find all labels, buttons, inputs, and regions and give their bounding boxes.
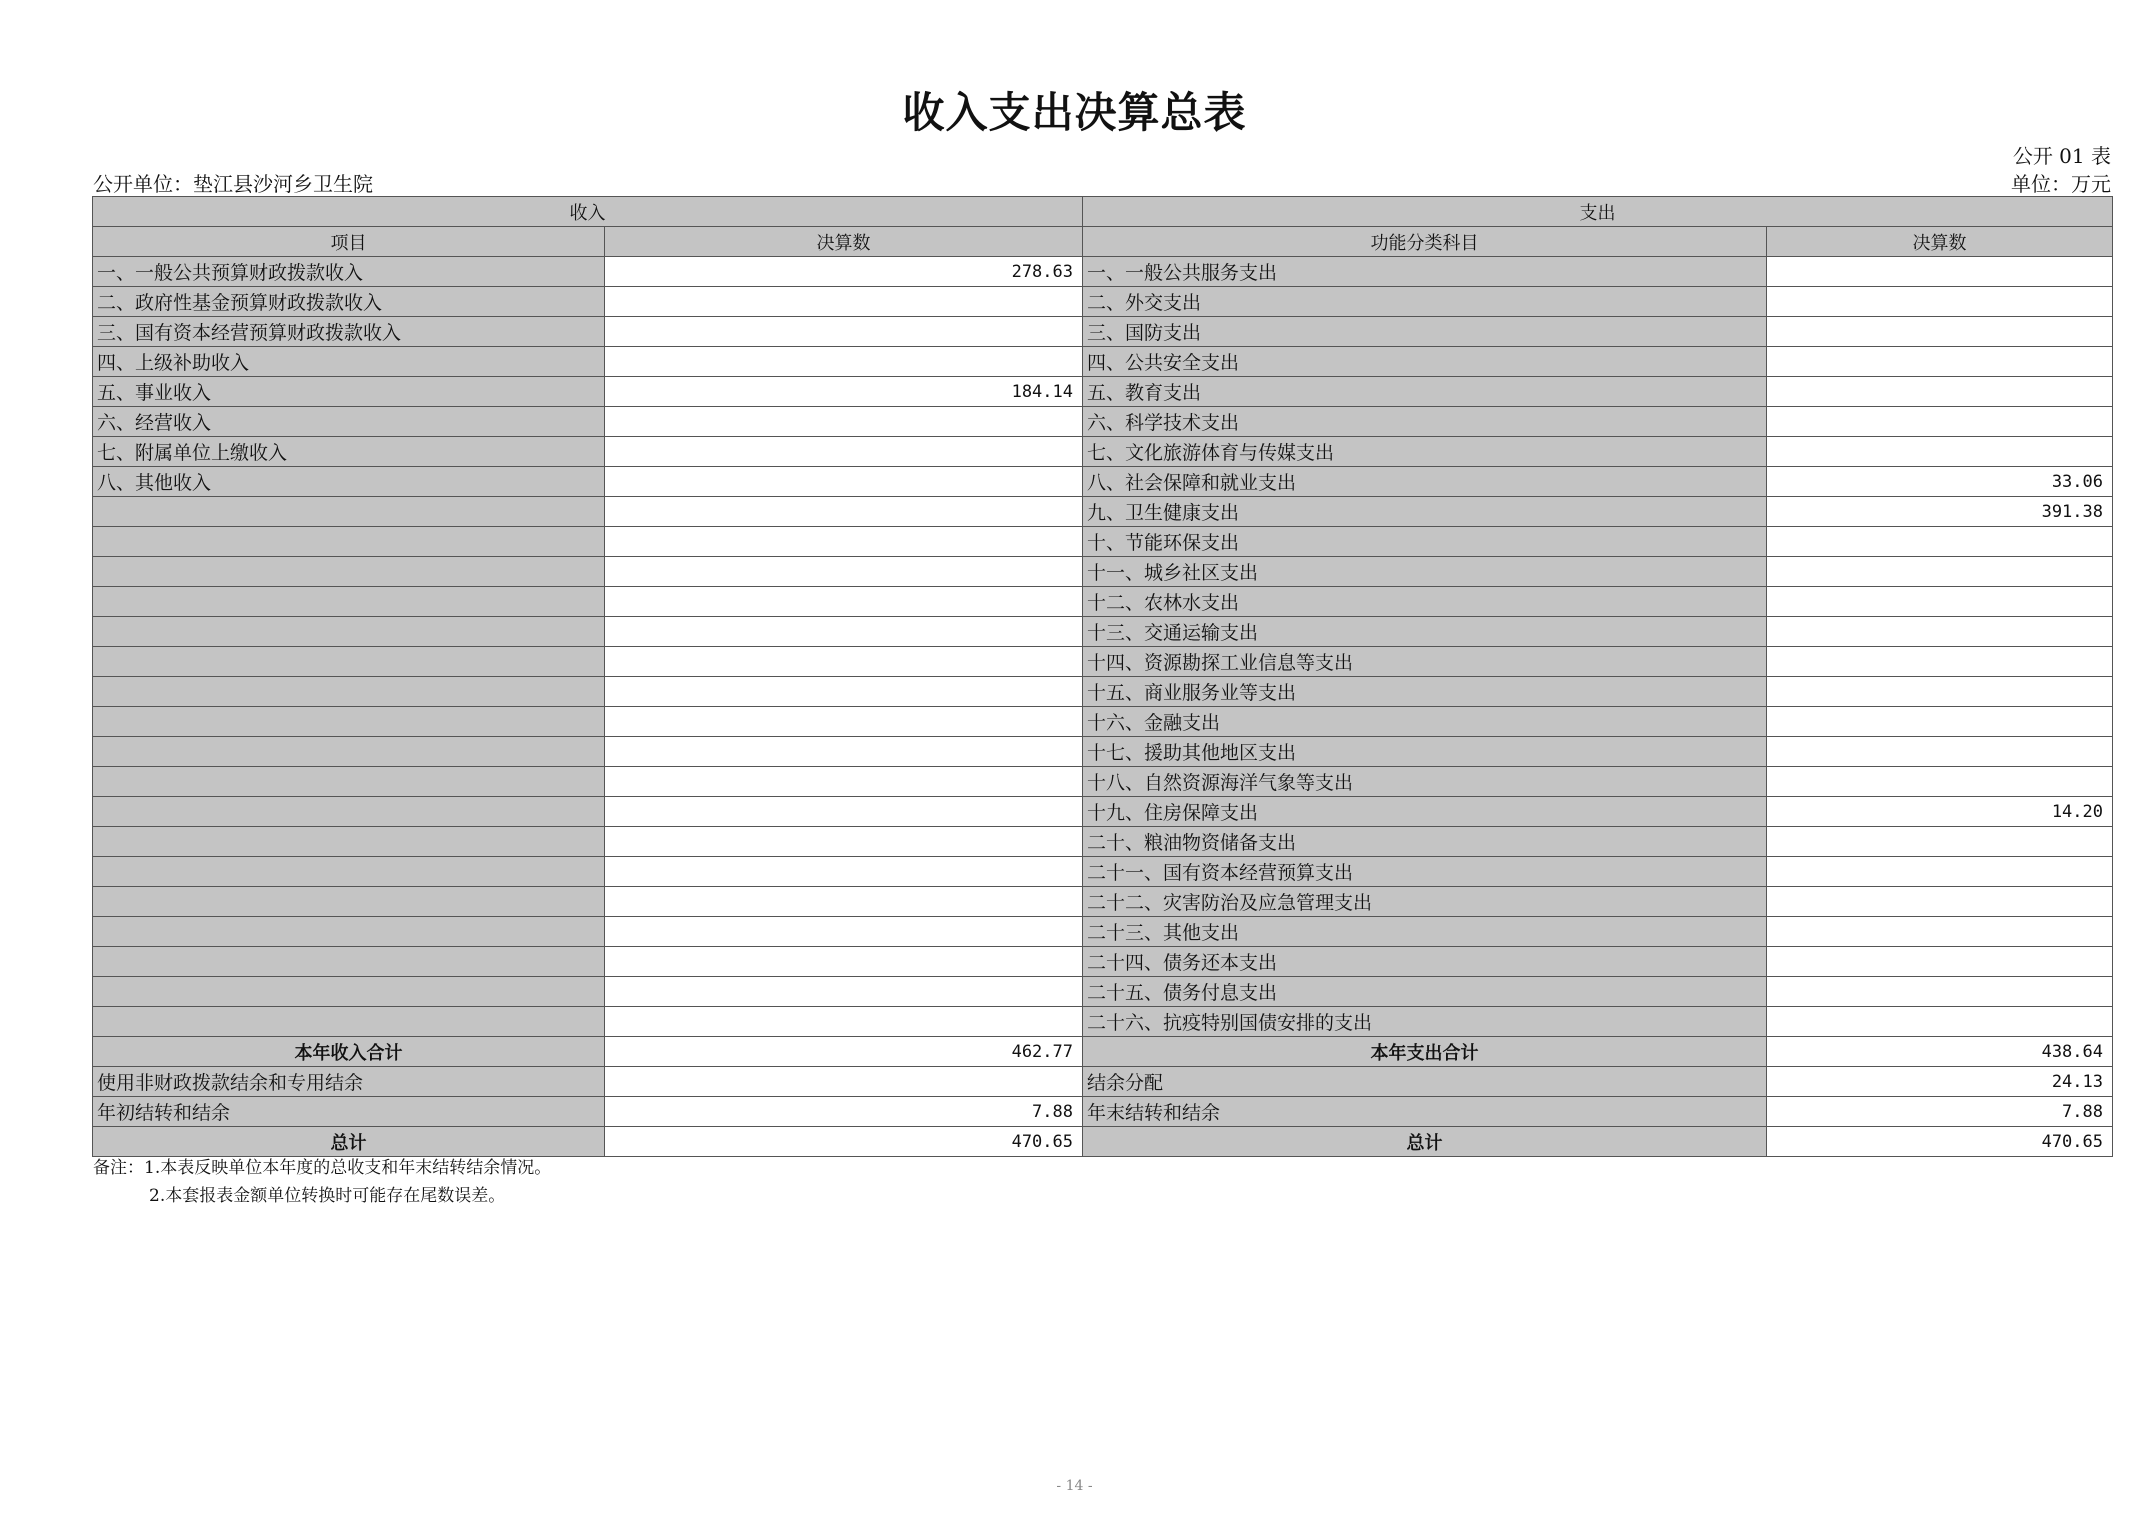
- table-row: [93, 737, 2113, 767]
- income-amount-cell: [605, 317, 1083, 347]
- income-amount-cell: [605, 347, 1083, 377]
- note-2: 2.本套报表金额单位转换时可能存在尾数误差。: [149, 1186, 506, 1206]
- expense-item-cell: 九、卫生健康支出: [1083, 497, 1767, 527]
- income-item-cell: 八、其他收入: [93, 467, 605, 497]
- expense-item-cell: 二十三、其他支出: [1083, 917, 1767, 947]
- table-row: [93, 287, 2113, 317]
- expense-amount-cell: [1767, 527, 2113, 557]
- year-income-total-label: 本年收入合计: [93, 1037, 605, 1067]
- income-amount-cell: [605, 617, 1083, 647]
- expense-amount-cell: [1767, 887, 2113, 917]
- income-amount-cell: [605, 857, 1083, 887]
- income-item-cell: [93, 737, 605, 767]
- table-row: [93, 587, 2113, 617]
- table-row: [93, 467, 2113, 497]
- balance-row: [93, 1097, 2113, 1127]
- table-row: [93, 317, 2113, 347]
- grand-total-right-value: 470.65: [1767, 1127, 2113, 1157]
- table-row: [93, 827, 2113, 857]
- table-row: [93, 617, 2113, 647]
- expense-item-cell: 十五、商业服务业等支出: [1083, 677, 1767, 707]
- table-row: [93, 707, 2113, 737]
- table-row: [93, 347, 2113, 377]
- currency-unit: 单位：万元: [2011, 172, 2111, 196]
- grand-total-left-label: 总计: [93, 1127, 605, 1157]
- form-number: 公开 01 表: [2012, 144, 2111, 168]
- income-item-cell: 六、经营收入: [93, 407, 605, 437]
- income-item-cell: [93, 1007, 605, 1037]
- reporting-unit: 公开单位：垫江县沙河乡卫生院: [93, 172, 373, 196]
- expense-amount-cell: [1767, 287, 2113, 317]
- expense-amount-cell: 33.06: [1767, 467, 2113, 497]
- income-amount-cell: [605, 767, 1083, 797]
- expense-item-cell: 二十六、抗疫特别国债安排的支出: [1083, 1007, 1767, 1037]
- nonfiscal-row: [93, 1067, 2113, 1097]
- expense-item-cell: 十八、自然资源海洋气象等支出: [1083, 767, 1767, 797]
- table-row: [93, 527, 2113, 557]
- income-item-cell: [93, 767, 605, 797]
- expense-amount-cell: [1767, 1007, 2113, 1037]
- income-item-cell: 一、一般公共预算财政拨款收入: [93, 257, 605, 287]
- income-amount-cell: [605, 557, 1083, 587]
- item-column-header: 项目: [93, 227, 605, 257]
- income-item-cell: [93, 887, 605, 917]
- unit-row: [93, 168, 2111, 196]
- income-amount-cell: [605, 467, 1083, 497]
- function-category-column-header: 功能分类科目: [1083, 227, 1767, 257]
- year-expense-total-value: 438.64: [1767, 1037, 2113, 1067]
- surplus-distribution-label: 结余分配: [1083, 1067, 1767, 1097]
- expense-item-cell: 十二、农林水支出: [1083, 587, 1767, 617]
- page-title: 收入支出决算总表: [902, 88, 1247, 137]
- expense-item-cell: 二、外交支出: [1083, 287, 1767, 317]
- expense-amount-cell: [1767, 437, 2113, 467]
- expense-item-cell: 十九、住房保障支出: [1083, 797, 1767, 827]
- expense-item-cell: 二十、粮油物资储备支出: [1083, 827, 1767, 857]
- income-item-cell: [93, 527, 605, 557]
- income-item-cell: [93, 917, 605, 947]
- expense-item-cell: 一、一般公共服务支出: [1083, 257, 1767, 287]
- expense-item-cell: 二十一、国有资本经营预算支出: [1083, 857, 1767, 887]
- income-item-cell: [93, 947, 605, 977]
- income-item-cell: [93, 707, 605, 737]
- expense-amount-cell: [1767, 707, 2113, 737]
- income-amount-cell: [605, 527, 1083, 557]
- page-number: - 14 -: [1056, 1478, 1093, 1494]
- income-amount-cell: [605, 887, 1083, 917]
- table-row: [93, 1007, 2113, 1037]
- income-item-cell: [93, 557, 605, 587]
- expense-amount-cell: [1767, 857, 2113, 887]
- income-item-cell: [93, 497, 605, 527]
- income-item-cell: [93, 677, 605, 707]
- expense-section-header: 支出: [1083, 197, 2113, 227]
- expense-item-cell: 四、公共安全支出: [1083, 347, 1767, 377]
- notes: [93, 1154, 551, 1210]
- income-item-cell: 七、附属单位上缴收入: [93, 437, 605, 467]
- expense-item-cell: 五、教育支出: [1083, 377, 1767, 407]
- income-amount-cell: [605, 917, 1083, 947]
- income-amount-cell: [605, 947, 1083, 977]
- income-item-cell: [93, 797, 605, 827]
- expense-amount-cell: [1767, 677, 2113, 707]
- expense-item-cell: 十三、交通运输支出: [1083, 617, 1767, 647]
- budget-table-body: [93, 197, 2113, 1037]
- expense-item-cell: 二十四、债务还本支出: [1083, 947, 1767, 977]
- note-1: 备注：1.本表反映单位本年度的总收支和年末结转结余情况。: [93, 1158, 552, 1178]
- income-item-cell: 二、政府性基金预算财政拨款收入: [93, 287, 605, 317]
- income-item-cell: 三、国有资本经营预算财政拨款收入: [93, 317, 605, 347]
- expense-item-cell: 十、节能环保支出: [1083, 527, 1767, 557]
- year-expense-total-label: 本年支出合计: [1083, 1037, 1767, 1067]
- table-row: [93, 857, 2113, 887]
- expense-amount-cell: [1767, 917, 2113, 947]
- income-amount-cell: [605, 737, 1083, 767]
- table-row: [93, 887, 2113, 917]
- income-amount-cell: [605, 497, 1083, 527]
- grand-total-right-label: 总计: [1083, 1127, 1767, 1157]
- table-row: [93, 437, 2113, 467]
- table-row: [93, 947, 2113, 977]
- table-row: [93, 977, 2113, 1007]
- begin-balance-label: 年初结转和结余: [93, 1097, 605, 1127]
- table-row: [93, 497, 2113, 527]
- table-row: [93, 797, 2113, 827]
- income-item-cell: 五、事业收入: [93, 377, 605, 407]
- grand-total-row: [93, 1127, 2113, 1157]
- income-amount-cell: [605, 977, 1083, 1007]
- section-header-row: [93, 197, 2113, 227]
- table-row: [93, 557, 2113, 587]
- expense-amount-cell: [1767, 767, 2113, 797]
- table-row: [93, 377, 2113, 407]
- income-amount-cell: 184.14: [605, 377, 1083, 407]
- income-item-cell: 四、上级补助收入: [93, 347, 605, 377]
- income-amount-cell: [605, 827, 1083, 857]
- nonfiscal-surplus-value: [605, 1067, 1083, 1097]
- income-amount-cell: [605, 437, 1083, 467]
- end-balance-value: 7.88: [1767, 1097, 2113, 1127]
- income-amount-cell: [605, 707, 1083, 737]
- expense-amount-cell: [1767, 587, 2113, 617]
- year-income-total-value: 462.77: [605, 1037, 1083, 1067]
- totals-section: [93, 1037, 2113, 1157]
- expense-amount-cell: [1767, 737, 2113, 767]
- expense-item-cell: 十七、援助其他地区支出: [1083, 737, 1767, 767]
- income-amount-cell: [605, 677, 1083, 707]
- expense-item-cell: 八、社会保障和就业支出: [1083, 467, 1767, 497]
- table-row: [93, 257, 2113, 287]
- expense-amount-cell: [1767, 257, 2113, 287]
- expense-amount-cell: [1767, 377, 2113, 407]
- income-amount-column-header: 决算数: [605, 227, 1083, 257]
- income-amount-cell: [605, 1007, 1083, 1037]
- income-amount-cell: [605, 407, 1083, 437]
- income-section-header: 收入: [93, 197, 1083, 227]
- expense-item-cell: 七、文化旅游体育与传媒支出: [1083, 437, 1767, 467]
- expense-amount-cell: [1767, 407, 2113, 437]
- expense-item-cell: 十六、金融支出: [1083, 707, 1767, 737]
- expense-amount-cell: [1767, 617, 2113, 647]
- year-total-row: [93, 1037, 2113, 1067]
- table-row: [93, 767, 2113, 797]
- column-header-row: [93, 227, 2113, 257]
- income-amount-cell: [605, 647, 1083, 677]
- nonfiscal-surplus-label: 使用非财政拨款结余和专用结余: [93, 1067, 605, 1097]
- income-item-cell: [93, 827, 605, 857]
- expense-amount-cell: [1767, 557, 2113, 587]
- expense-item-cell: 十一、城乡社区支出: [1083, 557, 1767, 587]
- expense-amount-column-header: 决算数: [1767, 227, 2113, 257]
- expense-amount-cell: 14.20: [1767, 797, 2113, 827]
- expense-amount-cell: [1767, 647, 2113, 677]
- expense-item-cell: 二十二、灾害防治及应急管理支出: [1083, 887, 1767, 917]
- surplus-distribution-value: 24.13: [1767, 1067, 2113, 1097]
- grand-total-left-value: 470.65: [605, 1127, 1083, 1157]
- income-item-cell: [93, 587, 605, 617]
- table-row: [93, 407, 2113, 437]
- expense-item-cell: 十四、资源勘探工业信息等支出: [1083, 647, 1767, 677]
- table-row: [93, 647, 2113, 677]
- expense-amount-cell: [1767, 317, 2113, 347]
- table-row: [93, 677, 2113, 707]
- expense-amount-cell: [1767, 347, 2113, 377]
- income-item-cell: [93, 647, 605, 677]
- expense-amount-cell: [1767, 827, 2113, 857]
- begin-balance-value: 7.88: [605, 1097, 1083, 1127]
- income-item-cell: [93, 977, 605, 1007]
- income-amount-cell: [605, 797, 1083, 827]
- expense-amount-cell: [1767, 977, 2113, 1007]
- expense-amount-cell: 391.38: [1767, 497, 2113, 527]
- expense-item-cell: 二十五、债务付息支出: [1083, 977, 1767, 1007]
- income-item-cell: [93, 857, 605, 887]
- income-item-cell: [93, 617, 605, 647]
- income-amount-cell: [605, 587, 1083, 617]
- income-amount-cell: 278.63: [605, 257, 1083, 287]
- expense-amount-cell: [1767, 947, 2113, 977]
- expense-item-cell: 三、国防支出: [1083, 317, 1767, 347]
- budget-table: [92, 196, 2113, 1157]
- table-row: [93, 917, 2113, 947]
- end-balance-label: 年末结转和结余: [1083, 1097, 1767, 1127]
- expense-item-cell: 六、科学技术支出: [1083, 407, 1767, 437]
- income-amount-cell: [605, 287, 1083, 317]
